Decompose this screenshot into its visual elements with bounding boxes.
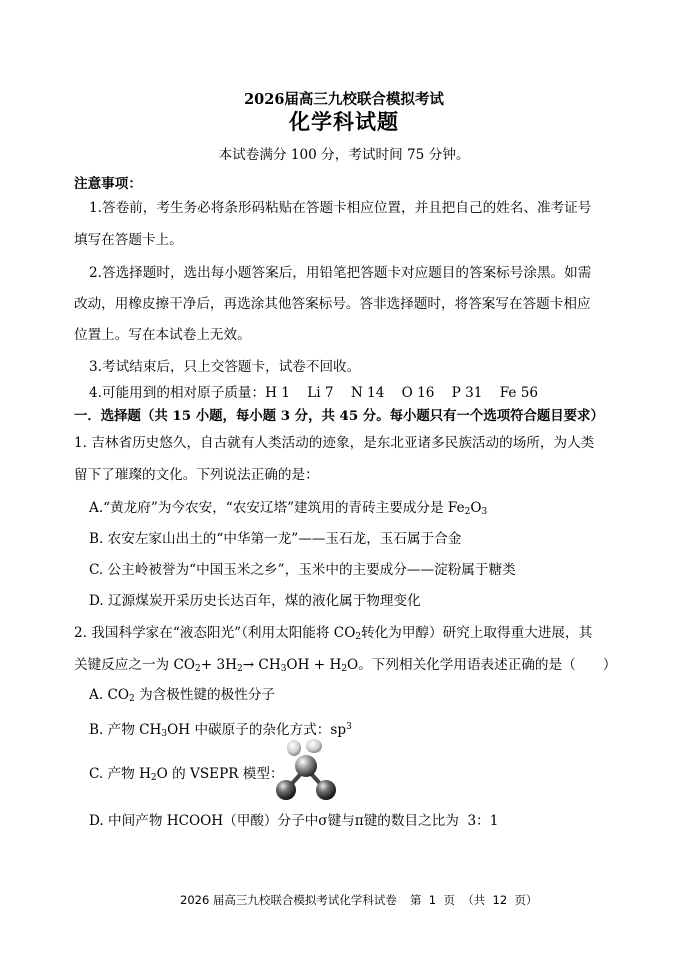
q1-option-c: C. 公主岭被誉为“中国玉米之乡”，玉米中的主要成分——淀粉属于糖类 xyxy=(89,562,516,578)
subscript: 2 xyxy=(195,664,201,674)
q2-option-c xyxy=(89,765,284,787)
subscript: 2 xyxy=(236,664,243,674)
q1-option-a xyxy=(89,499,487,521)
q2-option-b-text: B. 产物 CH xyxy=(89,722,162,738)
q2-eq-part: 关键反应之一为 CO xyxy=(74,657,196,673)
q1-option-d: D. 辽源煤炭开采历史长达百年，煤的液化属于物理变化 xyxy=(89,593,421,609)
superscript: 3 xyxy=(346,722,352,732)
exam-title: 2026届高三九校联合模拟考试 xyxy=(244,91,444,108)
notice-item-1-cont: 填写在答题卡上。 xyxy=(74,232,183,248)
q1-option-b: B. 农安左家山出土的“中华第一龙”——玉石龙，玉石属于合金 xyxy=(89,531,462,547)
subscript: 3 xyxy=(280,664,287,674)
q2-option-a-text-2: 为含极性键的极性分子 xyxy=(134,687,276,703)
subscript: 2 xyxy=(150,773,157,783)
central-atom xyxy=(295,755,317,777)
subscript: 3 xyxy=(481,507,488,517)
q2-stem-text-2: 转化为甲醇）研究上取得重大进展，其 xyxy=(361,625,593,641)
q2-option-c-text-2: O 的 VSEPR 模型： xyxy=(156,766,284,782)
notice-item-3: 3.考试结束后，只上交答题卡，试卷不回收。 xyxy=(89,359,361,375)
q2-option-b-text-2: OH 中碳原子的杂化方式：sp xyxy=(167,722,347,738)
subscript: 3 xyxy=(161,729,168,739)
lone-pair-lobe xyxy=(306,739,322,753)
subscript: 2 xyxy=(464,507,471,517)
subscript: 2 xyxy=(355,632,362,642)
q2-option-d: D. 中间产物 HCOOH（甲酸）分子中σ键与π键的数目之比为 3：1 xyxy=(89,813,499,829)
notice-item-2-cont1: 改动，用橡皮擦干净后，再选涂其他答案标号。答非选择题时，将答案写在答题卡相应 xyxy=(74,296,591,312)
notice-item-1: 1.答卷前，考生务必将条形码粘贴在答题卡相应位置，并且把自己的姓名、准考证号 xyxy=(89,200,592,216)
q1-option-a-text: A.“黄龙府”为今农安，“农安辽塔”建筑用的青砖主要成分是 Fe xyxy=(89,500,465,516)
exam-info: 本试卷满分 100 分，考试时间 75 分钟。 xyxy=(218,147,470,163)
footer-page-number: 第 1 页 （共 12 页） xyxy=(410,893,538,907)
footer-title: 2026 届高三九校联合模拟考试化学科试卷 xyxy=(180,893,397,907)
q1-stem-line2: 留下了璀璨的文化。下列说法正确的是： xyxy=(74,467,319,483)
notice-item-2-cont2: 位置上。写在本试卷上无效。 xyxy=(74,327,251,343)
q2-eq-part: OH + H xyxy=(286,657,342,673)
q2-eq-part: + 3H xyxy=(200,657,237,673)
subject-title: 化学科试题 xyxy=(289,109,399,134)
subscript: 2 xyxy=(341,664,348,674)
q2-stem-line2 xyxy=(74,656,616,678)
q1-stem-line1: 1. 吉林省历史悠久，自古就有人类活动的迹象，是东北亚诸多民族活动的场所，为人类 xyxy=(74,435,595,451)
hydrogen-atom xyxy=(276,780,296,800)
q2-stem-line1 xyxy=(74,624,592,646)
subscript: 2 xyxy=(129,694,135,704)
q2-stem-text: 2. 我国科学家在“液态阳光”（利用太阳能将 CO xyxy=(74,625,356,641)
q2-eq-part: → CH xyxy=(242,657,281,673)
vsepr-model-image xyxy=(272,738,340,802)
section-heading: 一．选择题（共 15 小题，每小题 3 分，共 45 分。每小题只有一个选项符合题目要求） xyxy=(74,408,604,424)
notice-item-4: 4.可能用到的相对原子质量：H 1 Li 7 N 14 O 16 P 31 Fe 56 xyxy=(89,385,539,401)
q2-option-a xyxy=(89,686,275,708)
q2-eq-part: O。下列相关化学用语表述正确的是（ ） xyxy=(347,657,617,673)
q2-option-c-text: C. 产物 H xyxy=(89,766,151,782)
hydrogen-atom xyxy=(316,780,336,800)
q1-option-a-text-2: O xyxy=(470,500,482,516)
q2-option-a-text: A. CO xyxy=(89,687,130,703)
notice-heading: 注意事项： xyxy=(74,176,142,192)
lone-pair-lobe xyxy=(287,740,301,756)
notice-item-2: 2.答选择题时，选出每小题答案后，用铅笔把答题卡对应题目的答案标号涂黑。如需 xyxy=(89,265,592,281)
